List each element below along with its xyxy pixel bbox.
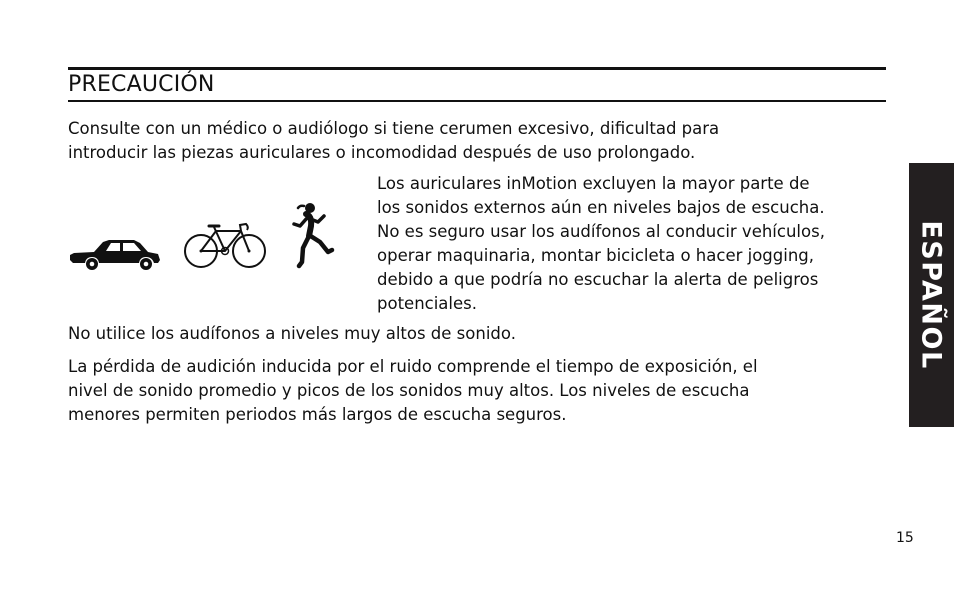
- paragraph-line: potenciales.: [377, 294, 477, 313]
- car-icon: [68, 237, 163, 271]
- paragraph-line: No es seguro usar los audífonos al conducir vehículos,: [377, 222, 825, 241]
- paragraph-line: No utilice los audífonos a niveles muy altos de sonido.: [68, 324, 516, 343]
- language-tab-label: ESPAÑOL: [915, 220, 947, 370]
- page-number: 15: [896, 530, 914, 546]
- paragraph-hearing-loss: [68, 355, 758, 427]
- paragraph-line: Los auriculares inMotion excluyen la mayor parte de: [377, 174, 810, 193]
- paragraph-line: debido a que podría no escuchar la alerta de peligros: [377, 270, 819, 289]
- paragraph-ear-doctor: [68, 117, 719, 165]
- paragraph-line: La pérdida de audición inducida por el ruido comprende el tiempo de exposición, el: [68, 357, 758, 376]
- paragraph-line: nivel de sonido promedio y picos de los sonidos muy altos. Los niveles de escucha: [68, 381, 750, 400]
- bicycle-icon: [183, 221, 269, 271]
- paragraph-line: operar maquinaria, montar bicicleta o hacer jogging,: [377, 246, 815, 265]
- paragraph-line: Consulte con un médico o audiólogo si tiene cerumen excesivo, dificultad para: [68, 119, 720, 138]
- heading-rule-top: [68, 67, 886, 70]
- language-tab: [909, 163, 954, 427]
- heading-rule-bottom: [68, 100, 886, 102]
- paragraph-line: introducir las piezas auriculares o incomodidad después de uso prolongado.: [68, 143, 696, 162]
- section-heading: PRECAUCIÓN: [68, 72, 215, 97]
- paragraph-line: menores permiten periodos más largos de escucha seguros.: [68, 405, 567, 424]
- paragraph-external-sounds: [377, 172, 825, 316]
- paragraph-volume-warning: [68, 322, 516, 346]
- paragraph-line: los sonidos externos aún en niveles bajos de escucha.: [377, 198, 825, 217]
- runner-icon: [290, 202, 350, 272]
